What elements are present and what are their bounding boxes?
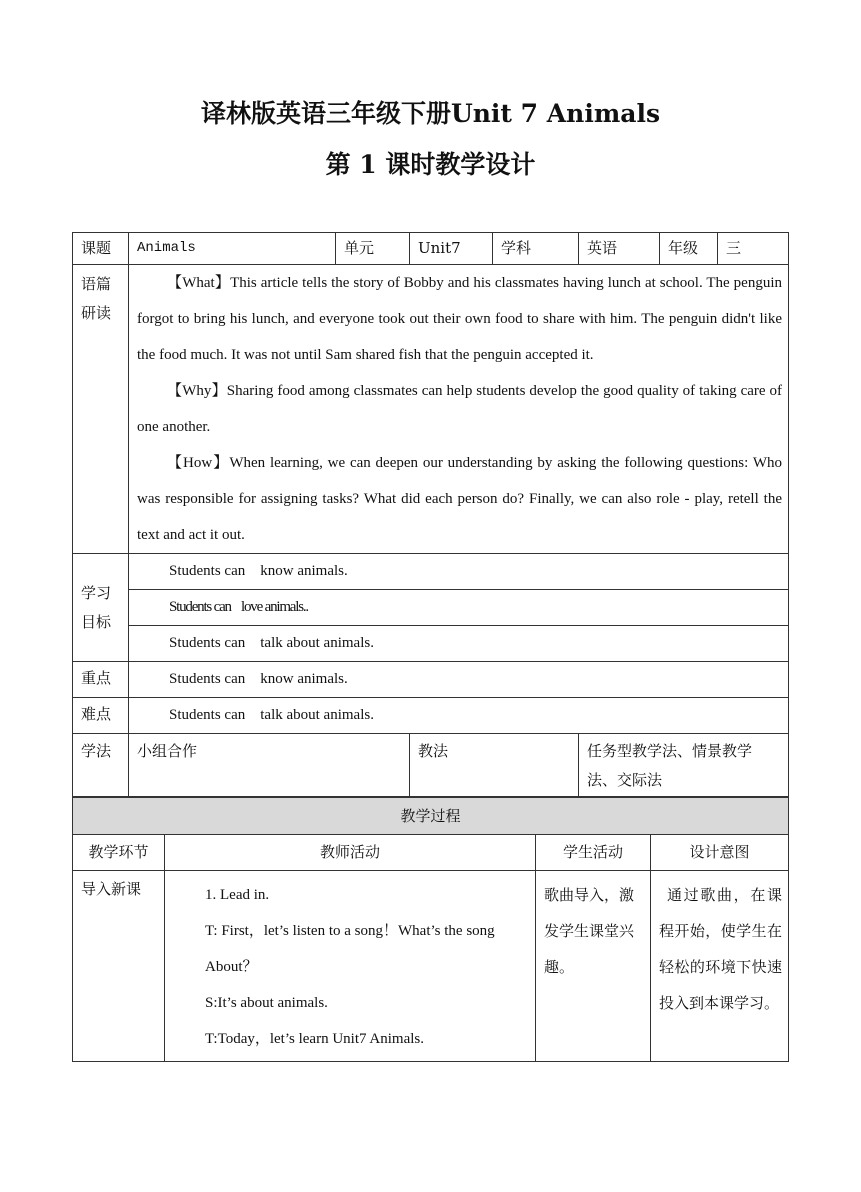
reading-how: 【How】When learning, we can deepen our understanding by asking the following questions: Who was responsible for assigning tasks? What did each person do? Finally, we can also role - play, retell the text and act it out. bbox=[137, 455, 782, 543]
lesson-info-table bbox=[72, 232, 789, 797]
key-point-label: 重点 bbox=[73, 662, 129, 698]
column-header: 设计意图 bbox=[651, 835, 789, 871]
reading-what: 【What】This article tells the story of Bobby and his classmates having lunch at school. The penguin forgot to bring his lunch, and everyone took out their own food to share with him. The penguin didn't like the food much. It was not until Sam shared fish that the penguin accepted it. bbox=[137, 275, 782, 363]
grade-label: 年级 bbox=[660, 233, 718, 265]
document-subtitle: 第 1 课时教学设计 bbox=[325, 150, 536, 179]
table-row bbox=[73, 798, 789, 835]
table-row bbox=[73, 265, 789, 554]
table-row bbox=[73, 233, 789, 265]
table-row bbox=[73, 554, 789, 590]
teaching-method-label: 教法 bbox=[410, 734, 579, 797]
column-header: 教师活动 bbox=[165, 835, 536, 871]
key-point-value: Students can know animals. bbox=[129, 662, 789, 698]
subject-value: 英语 bbox=[579, 233, 660, 265]
document-title: 译林版英语三年级下册Unit 7 Animals bbox=[200, 99, 661, 128]
column-header: 学生活动 bbox=[536, 835, 651, 871]
subject-label: 学科 bbox=[493, 233, 579, 265]
difficulty-value: Students can talk about animals. bbox=[129, 698, 789, 734]
table-row bbox=[73, 626, 789, 662]
unit-label: 单元 bbox=[336, 233, 410, 265]
goal-item: Students can know animals. bbox=[129, 554, 789, 590]
difficulty-label: 难点 bbox=[73, 698, 129, 734]
student-activity: 歌曲导入，激发学生课堂兴趣。 bbox=[536, 871, 651, 1062]
process-heading: 教学过程 bbox=[73, 798, 789, 835]
unit-value: Unit7 bbox=[410, 233, 493, 265]
teaching-method-value: 任务型教学法、情景教学法、交际法 bbox=[579, 734, 789, 797]
design-intent: 通过歌曲，在课程开始，使学生在轻松的环境下快速投入到本课学习。 bbox=[651, 871, 789, 1062]
teacher-line: S:It’s about animals. bbox=[205, 995, 328, 1011]
table-row bbox=[73, 835, 789, 871]
topic-label: 课题 bbox=[73, 233, 129, 265]
goal-item: Students can talk about animals. bbox=[129, 626, 789, 662]
goals-label: 学习 目标 bbox=[73, 554, 129, 662]
table-row bbox=[73, 698, 789, 734]
stage-name: 导入新课 bbox=[73, 871, 165, 1062]
teacher-line: T: First，let’s listen to a song！What’s the song About？ bbox=[205, 923, 495, 975]
table-row bbox=[73, 871, 789, 1062]
teacher-line: T:Today，let’s learn Unit7 Animals. bbox=[205, 1031, 425, 1047]
topic-value: Animals bbox=[129, 233, 336, 265]
table-row bbox=[73, 590, 789, 626]
table-row bbox=[73, 662, 789, 698]
table-row bbox=[73, 734, 789, 797]
teaching-process-table bbox=[72, 797, 789, 1062]
column-header: 教学环节 bbox=[73, 835, 165, 871]
reading-why: 【Why】Sharing food among classmates can help students develop the good quality of taking care of one another. bbox=[137, 383, 782, 435]
study-method-label: 学法 bbox=[73, 734, 129, 797]
goal-item: Students can love animals.. bbox=[129, 590, 789, 626]
grade-value: 三 bbox=[718, 233, 789, 265]
teacher-activity bbox=[165, 871, 536, 1062]
reading-analysis bbox=[129, 265, 789, 554]
reading-label: 语篇 研读 bbox=[73, 265, 129, 554]
study-method-value: 小组合作 bbox=[129, 734, 410, 797]
teacher-line: 1. Lead in. bbox=[205, 887, 270, 903]
